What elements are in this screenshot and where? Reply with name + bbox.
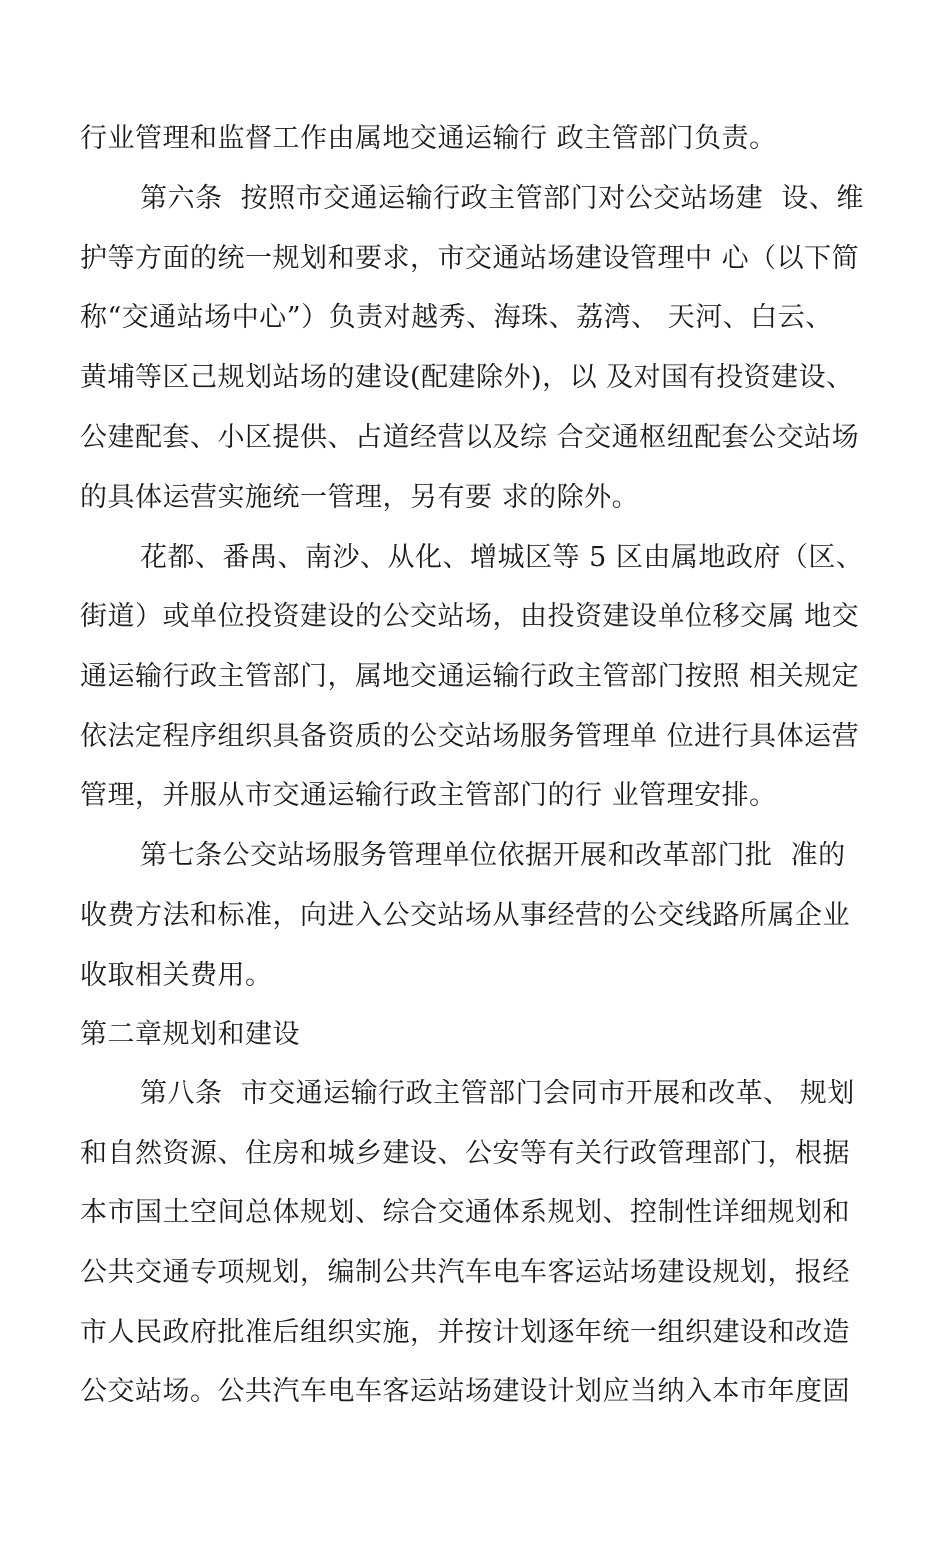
text-line: 依法定程序组织具备资质的公交站场服务管理单 位进行具体运营: [80, 721, 860, 752]
text-line: 街道）或单位投资建设的公交站场，由投资建设单位移交属 地交: [80, 601, 860, 632]
text-line: 行业管理和监督工作由属地交通运输行 政主管部门负责。: [80, 123, 777, 154]
text-line: 本市国土空间总体规划、综合交通体系规划、控制性详细规划和: [80, 1197, 850, 1228]
chapter-heading: 第二章规划和建设: [80, 1019, 300, 1050]
text-line: 的具体运营实施统一管理，另有要 求的除外。: [80, 482, 640, 513]
text-line: 黄埔等区己规划站场的建设(配建除外)，以 及对国有投资建设、: [80, 362, 854, 393]
text-line: 护等方面的统一规划和要求，市交通站场建设管理中 心（以下简: [80, 243, 860, 274]
text-line: 管理，并服从市交通运输行政主管部门的行 业管理安排。: [80, 780, 777, 811]
text-line: 市人民政府批准后组织实施，并按计划逐年统一组织建设和改造: [80, 1317, 850, 1348]
text-line: 第六条 按照市交通运输行政主管部门对公交站场建 设、维: [140, 183, 864, 214]
text-line: 称“交通站场中心”）负责对越秀、海珠、荔湾、 天河、白云、: [80, 302, 833, 333]
text-line: 收取相关费用。: [80, 960, 273, 991]
text-line: 收费方法和标准，向进入公交站场从事经营的公交线路所属企业: [80, 900, 850, 931]
text-line: 第八条 市交通运输行政主管部门会同市开展和改革、 规划: [140, 1078, 855, 1109]
text-line: 第七条公交站场服务管理单位依据开展和改革部门批 准的: [140, 840, 846, 871]
text-line: 通运输行政主管部门，属地交通运输行政主管部门按照 相关规定: [80, 661, 860, 692]
text-line: 公交站场。公共汽车电车客运站场建设计划应当纳入本市年度固: [80, 1376, 850, 1407]
text-line: 和自然资源、住房和城乡建设、公安等有关行政管理部门，根据: [80, 1138, 850, 1169]
text-line: 公共交通专项规划，编制公共汽车电车客运站场建设规划，报经: [80, 1257, 850, 1288]
text-line: 花都、番禺、南沙、从化、增城区等 5 区由属地政府（区、: [140, 542, 864, 573]
text-line: 公建配套、小区提供、占道经营以及综 合交通枢纽配套公交站场: [80, 422, 860, 453]
